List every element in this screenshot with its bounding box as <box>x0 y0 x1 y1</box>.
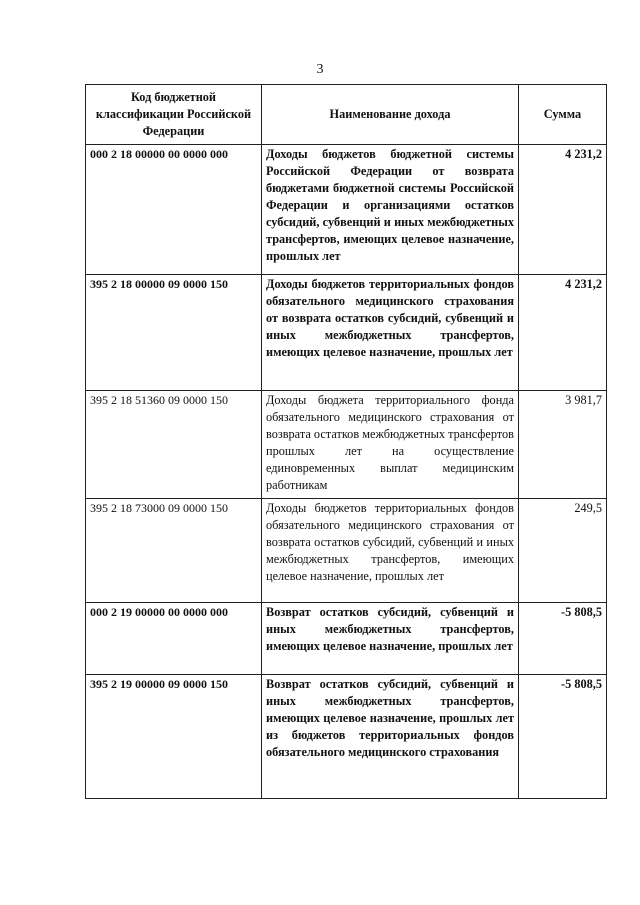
revenue-name-cell: Доходы бюджетов территориальных фондов обязательного медицинского страхования от возврата остатков субсидий, субвенций и иных межбюджетных трансфертов, имеющих целевое назначение, прошлых лет <box>262 275 519 391</box>
table-row <box>86 603 607 675</box>
table-row <box>86 499 607 603</box>
budget-revenue-table <box>85 84 607 799</box>
table-header-row <box>86 85 607 145</box>
page-number: 3 <box>316 62 324 77</box>
revenue-name-cell: Возврат остатков субсидий, субвенций и иных межбюджетных трансфертов, имеющих целевое назначение, прошлых лет <box>262 603 519 675</box>
amount-cell: 4 231,2 <box>519 145 607 275</box>
table-row <box>86 145 607 275</box>
table-row <box>86 391 607 499</box>
revenue-name-cell: Доходы бюджетов бюджетной системы Российской Федерации от возврата бюджетами бюджетной системы Российской Федерации и организациями остатков субсидий, субвенций и иных межбюджетных трансфертов, имеющих целевое назначение, прошлых лет <box>262 145 519 275</box>
revenue-name-cell: Доходы бюджета территориального фонда обязательного медицинского страхования от возврата остатков межбюджетных трансфертов прошлых лет на осуществление единовременных выплат медицинским работникам <box>262 391 519 499</box>
table-row <box>86 675 607 799</box>
header-sum: Сумма <box>519 85 607 145</box>
budget-code-cell: 395 2 18 00000 09 0000 150 <box>86 275 262 391</box>
budget-code-cell: 000 2 18 00000 00 0000 000 <box>86 145 262 275</box>
header-code: Код бюджетной классификации Российской Федерации <box>86 85 262 145</box>
header-name: Наименование дохода <box>262 85 519 145</box>
table-row <box>86 275 607 391</box>
amount-cell: 3 981,7 <box>519 391 607 499</box>
amount-cell: 4 231,2 <box>519 275 607 391</box>
budget-code-cell: 395 2 18 73000 09 0000 150 <box>86 499 262 603</box>
revenue-name-cell: Возврат остатков субсидий, субвенций и иных межбюджетных трансфертов, имеющих целевое назначение, прошлых лет из бюджетов территориальных фондов обязательного медицинского страхования <box>262 675 519 799</box>
amount-cell: 249,5 <box>519 499 607 603</box>
budget-code-cell: 000 2 19 00000 00 0000 000 <box>86 603 262 675</box>
budget-code-cell: 395 2 19 00000 09 0000 150 <box>86 675 262 799</box>
amount-cell: -5 808,5 <box>519 675 607 799</box>
budget-code-cell: 395 2 18 51360 09 0000 150 <box>86 391 262 499</box>
revenue-name-cell: Доходы бюджетов территориальных фондов обязательного медицинского страхования от возврата остатков субсидий, субвенций и иных межбюджетных трансфертов, имеющих целевое назначение, прошлых лет <box>262 499 519 603</box>
amount-cell: -5 808,5 <box>519 603 607 675</box>
